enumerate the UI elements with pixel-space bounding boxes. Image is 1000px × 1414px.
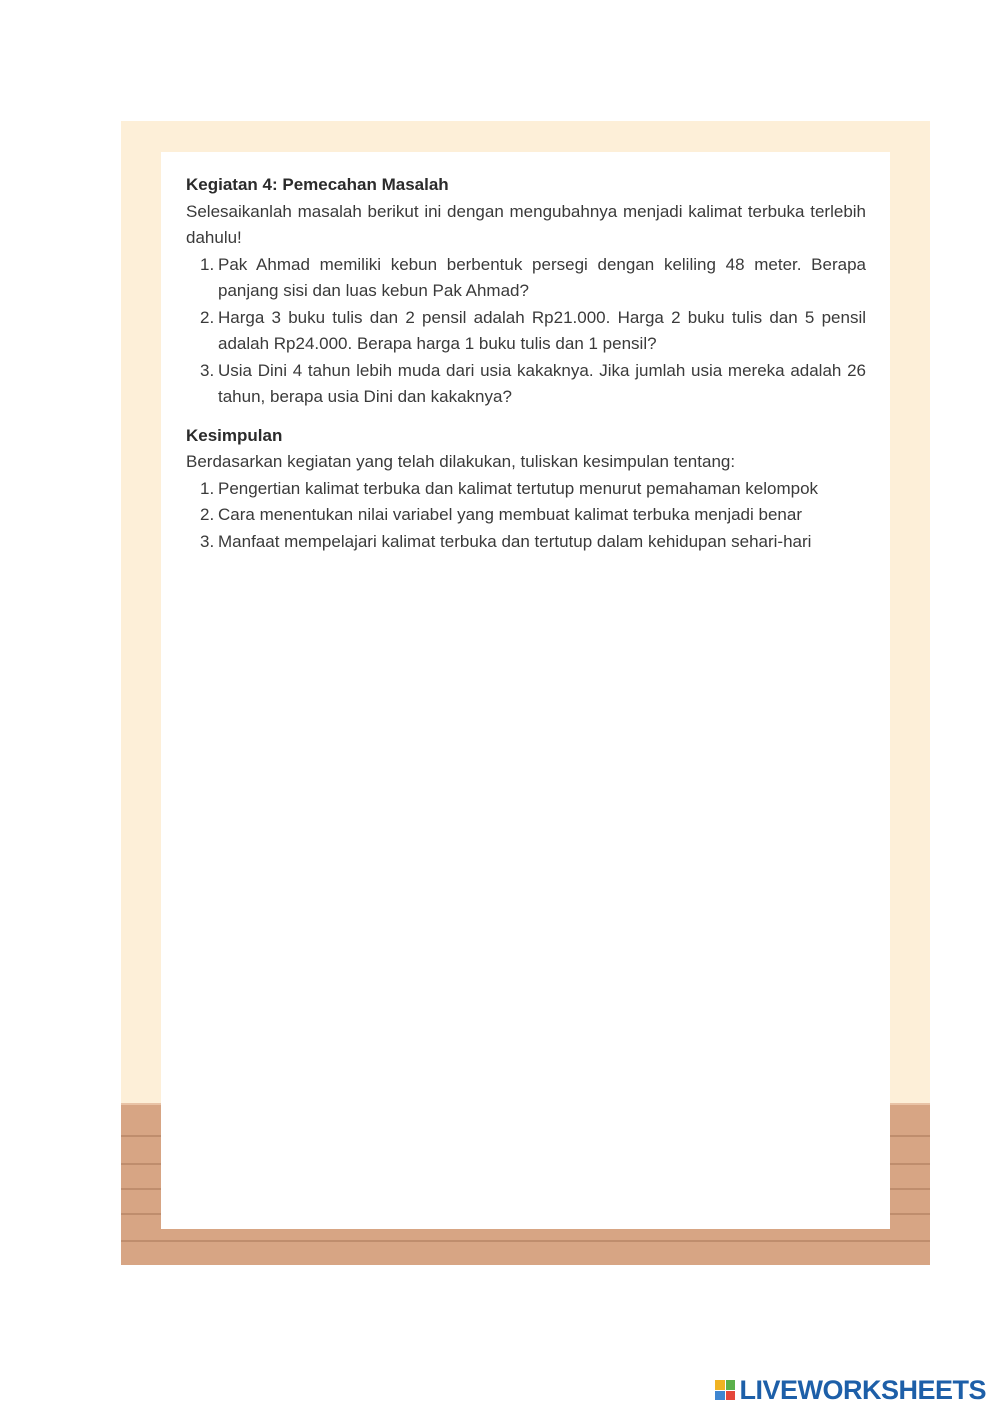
item-number: 1. [200,254,215,274]
item-number: 1. [200,478,215,498]
activity-intro: Selesaikanlah masalah berikut ini dengan mengubahnya menjadi kalimat terbuka terlebih dahulu! [186,201,866,247]
list-item [186,476,866,503]
item-number: 2. [200,307,215,327]
conclusion-list [186,476,866,556]
item-text: Pak Ahmad memiliki kebun berbentuk persegi dengan keliling 48 meter. Berapa panjang sisi dan luas kebun Pak Ahmad? [218,254,866,300]
list-item [186,358,866,411]
conclusion-intro: Berdasarkan kegiatan yang telah dilakukan, tuliskan kesimpulan tentang: [186,452,736,471]
conclusion-section [186,423,866,556]
item-number: 3. [200,360,215,380]
worksheet-content [186,172,866,555]
item-number: 3. [200,531,215,551]
item-text: Cara menentukan nilai variabel yang membuat kalimat terbuka menjadi benar [218,505,802,524]
list-item [186,305,866,358]
item-text: Harga 3 buku tulis dan 2 pensil adalah Rp21.000. Harga 2 buku tulis dan 5 pensil adalah Rp24.000. Berapa harga 1 buku tulis dan 1 pensil? [218,307,866,353]
item-number: 2. [200,505,215,524]
item-text: Pengertian kalimat terbuka dan kalimat tertutup menurut pemahaman kelompok [218,478,819,498]
list-item [186,529,866,556]
item-text: Usia Dini 4 tahun lebih muda dari usia kakaknya. Jika jumlah usia mereka adalah 26 tahun, berapa usia Dini dan kakaknya? [218,360,866,406]
liveworksheets-brand[interactable] [715,1376,986,1404]
liveworksheets-logo-icon [715,1380,735,1400]
activity-title: Kegiatan 4: Pemecahan Masalah [186,175,449,194]
conclusion-title: Kesimpulan [186,425,283,445]
list-item [186,252,866,305]
item-text: Manfaat mempelajari kalimat terbuka dan tertutup dalam kehidupan sehari-hari [218,531,812,551]
list-item [186,502,866,529]
activity-problem-list [186,252,866,411]
brand-name: LIVEWORKSHEETS [739,1374,986,1405]
